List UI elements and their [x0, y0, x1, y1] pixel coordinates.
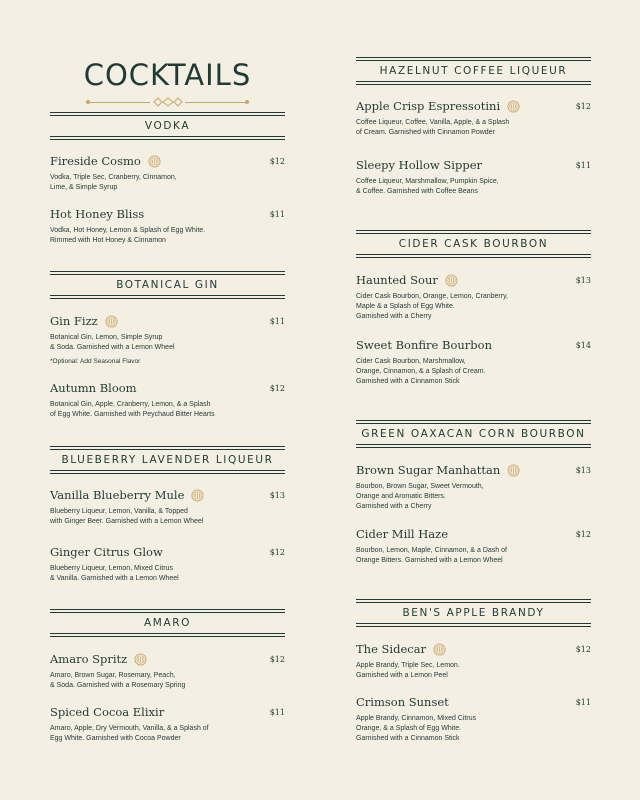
item-price: $13 — [269, 490, 285, 500]
item-name: Sleepy Hollow Sipper — [356, 158, 482, 172]
menu-item — [356, 695, 591, 744]
menu-item — [356, 463, 591, 512]
section-header: AMARO — [50, 612, 285, 634]
item-name: Autumn Bloom — [50, 381, 137, 395]
item-description: Botanical Gin, Apple, Cranberry, Lemon, & a Splash of Egg White. Garnished with Peychaud Bitter Hearts — [50, 401, 215, 418]
item-description: Coffee Liqueur, Coffee, Vanilla, Apple, & a Splash of Cream. Garnished with Cinnamon Powder — [356, 119, 510, 136]
menu-item — [50, 652, 285, 691]
gold-circle-emblem-icon — [148, 155, 161, 168]
item-description: Apple Brandy, Cinnamon, Mixed Citrus Orange, & a Splash of Egg White. Garnished with a Cinnamon Stick — [356, 715, 477, 742]
gold-circle-emblem-icon — [134, 653, 147, 666]
section-header: BLUEBERRY LAVENDER LIQUEUR — [50, 449, 285, 471]
section-botanical-gin — [50, 274, 285, 296]
item-price: $11 — [575, 160, 591, 170]
item-price: $12 — [269, 383, 285, 393]
menu-item — [50, 207, 285, 246]
item-description: Blueberry Liqueur, Lemon, Mixed Citrus & Vanilla. Garnished with a Lemon Wheel — [50, 565, 179, 582]
section-header: BEN'S APPLE BRANDY — [356, 602, 591, 624]
item-price: $11 — [269, 707, 285, 717]
section-header: BOTANICAL GIN — [50, 274, 285, 296]
item-name: Brown Sugar Manhattan — [356, 463, 501, 477]
item-name: Cider Mill Haze — [356, 527, 449, 541]
item-description: Amaro, Apple, Dry Vermouth, Vanilla, & a Splash of Egg White. Garnished with Cocoa Powder — [50, 725, 209, 742]
item-price: $12 — [269, 654, 285, 664]
item-name: Amaro Spritz — [50, 652, 128, 666]
menu-item — [50, 381, 285, 420]
section-hazelnut-coffee — [356, 60, 591, 82]
item-description: Coffee Liqueur, Marshmallow, Pumpkin Spice, & Coffee. Garnished with Coffee Beans — [356, 178, 499, 195]
section-vodka — [50, 115, 285, 137]
gold-circle-emblem-icon — [433, 643, 446, 656]
menu-item — [50, 314, 285, 365]
gold-circle-emblem-icon — [507, 464, 520, 477]
item-note: *Optional: Add Seasonal Flavor — [50, 358, 141, 365]
item-description: Bourbon, Lemon, Maple, Cinnamon, & a Dash of Orange Bitters. Garnished with a Lemon Wheel — [356, 547, 507, 564]
item-description: Bourbon, Brown Sugar, Sweet Vermouth, Orange and Aromatic Bitters. Garnished with a Cherry — [356, 483, 484, 510]
item-price: $12 — [269, 156, 285, 166]
item-price: $12 — [575, 644, 591, 654]
section-green-oaxacan-corn — [356, 423, 591, 445]
menu-item — [356, 99, 591, 138]
item-description: Vodka, Triple Sec, Cranberry, Cinnamon, Lime, & Simple Syrup — [50, 174, 177, 191]
gold-circle-emblem-icon — [445, 274, 458, 287]
menu-item — [50, 488, 285, 527]
menu-header — [50, 58, 285, 107]
section-cider-cask-bourbon — [356, 233, 591, 255]
item-name: Fireside Cosmo — [50, 154, 141, 168]
menu-item — [50, 545, 285, 584]
menu-item — [356, 273, 591, 322]
item-name: Apple Crisp Espressotini — [356, 99, 501, 113]
item-name: The Sidecar — [356, 642, 427, 656]
item-name: Ginger Citrus Glow — [50, 545, 163, 559]
menu-title: COCKTAILS — [83, 58, 252, 92]
item-description: Amaro, Brown Sugar, Rosemary, Peach, & Soda. Garnished with a Rosemary Spring — [50, 672, 186, 689]
item-name: Crimson Sunset — [356, 695, 449, 709]
item-name: Vanilla Blueberry Mule — [50, 488, 185, 502]
item-description: Apple Brandy, Triple Sec, Lemon. Garnished with a Lemon Peel — [356, 662, 460, 679]
item-price: $11 — [575, 697, 591, 707]
gold-circle-emblem-icon — [191, 489, 204, 502]
item-description: Botanical Gin, Lemon, Simple Syrup & Soda. Garnished with a Lemon Wheel — [50, 334, 175, 351]
item-price: $11 — [269, 209, 285, 219]
section-header: HAZELNUT COFFEE LIQUEUR — [356, 60, 591, 82]
item-price: $13 — [575, 275, 591, 285]
item-name: Haunted Sour — [356, 273, 438, 287]
item-price: $12 — [269, 547, 285, 557]
item-name: Gin Fizz — [50, 314, 98, 328]
section-blueberry-lavender — [50, 449, 285, 471]
section-header: GREEN OAXACAN CORN BOURBON — [356, 423, 591, 445]
menu-item — [356, 338, 591, 387]
menu-item — [50, 154, 285, 193]
item-name: Spiced Cocoa Elixir — [50, 705, 165, 719]
section-header: CIDER CASK BOURBON — [356, 233, 591, 255]
item-price: $13 — [575, 465, 591, 475]
menu-item — [356, 527, 591, 566]
item-price: $14 — [575, 340, 591, 350]
section-bens-apple-brandy — [356, 602, 591, 624]
item-description: Blueberry Liqueur, Lemon, Vanilla, & Topped with Ginger Beer. Garnished with a Lemon Wheel — [50, 508, 204, 525]
item-name: Sweet Bonfire Bourbon — [356, 338, 492, 352]
art-deco-divider-icon — [50, 97, 285, 107]
menu-item — [356, 642, 591, 681]
item-name: Hot Honey Bliss — [50, 207, 145, 221]
item-price: $11 — [269, 316, 285, 326]
section-amaro — [50, 612, 285, 634]
menu-item — [356, 158, 591, 197]
item-price: $12 — [575, 101, 591, 111]
gold-circle-emblem-icon — [105, 315, 118, 328]
item-description: Cider Cask Bourbon, Orange, Lemon, Cranberry, Maple & a Splash of Egg White. Garnished with a Cherry — [356, 293, 508, 320]
item-description: Vodka, Hot Honey, Lemon & Splash of Egg White. Rimmed with Hot Honey & Cinnamon — [50, 227, 206, 244]
item-description: Cider Cask Bourbon, Marshmallow, Orange, Cinnamon, & a Splash of Cream. Garnished with a Cinnamon Stick — [356, 358, 486, 385]
section-header: VODKA — [50, 115, 285, 137]
gold-circle-emblem-icon — [507, 100, 520, 113]
menu-item — [50, 705, 285, 744]
item-price: $12 — [575, 529, 591, 539]
